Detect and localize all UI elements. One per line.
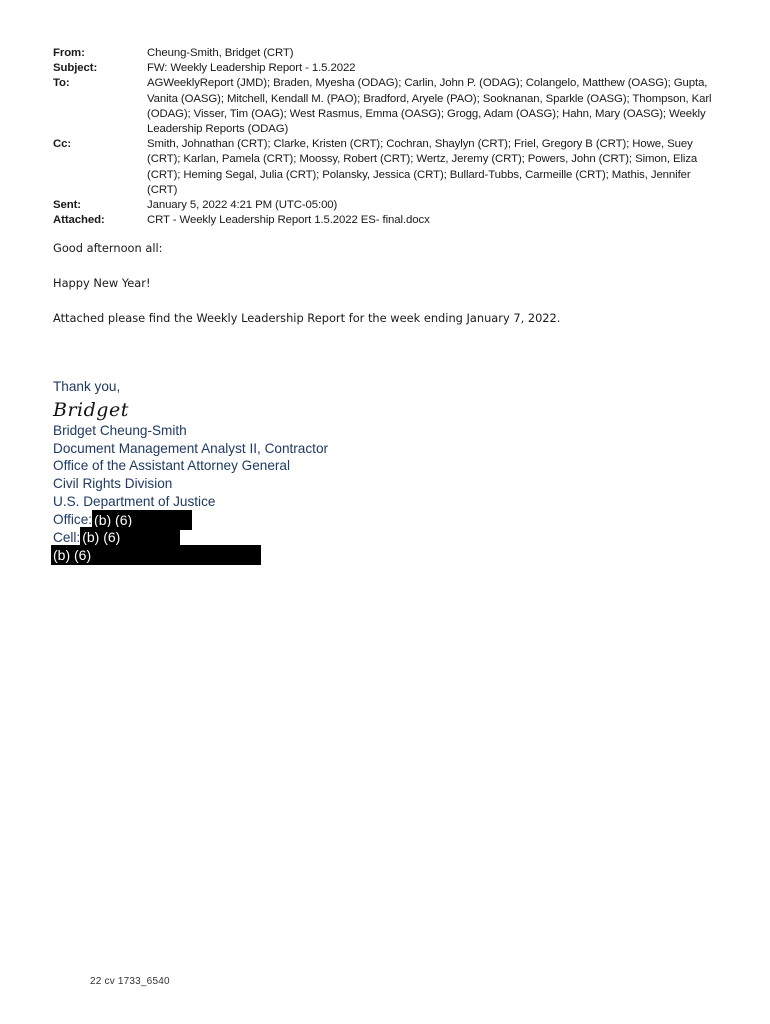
cc-value: Smith, Johnathan (CRT); Clarke, Kristen (CRT); Cochran, Shaylyn (CRT); Friel, Gregory B (CRT); Howe, Suey (CRT); Karlan, Pamela (CRT); Moossy, Robert (CRT); Wertz, Jeremy (CRT); Powers, John (CRT); Simon, Eliza (CRT); Heming Segal, Julia (CRT); Polansky, Jessica (CRT); Bullard-Tubbs, Carmeille (CRT); Mathis, Jennifer (CRT) [147,138,698,196]
new-year-line: Happy New Year! [53,276,151,290]
sender-name: Bridget Cheung-Smith [53,422,187,438]
from-value: Cheung-Smith, Bridget (CRT) [147,47,294,59]
email-row [53,546,473,564]
handwritten-signature: Bridget [53,398,129,421]
redaction-box: (b) (6) [51,545,261,565]
greeting: Good afternoon all: [53,241,163,255]
office-phone-row [53,511,473,529]
attachment-line: Attached please find the Weekly Leadership Report for the week ending January 7, 2022. [53,311,561,325]
sender-division: Civil Rights Division [53,476,173,492]
from-label: From: [53,47,85,59]
cell-phone-label: Cell: [53,529,81,545]
subject-row [53,61,723,76]
cell-phone-row [53,529,473,547]
to-value: AGWeeklyReport (JMD); Braden, Myesha (ODAG); Carlin, John P. (ODAG); Colangelo, Matthew (OASG); Gupta, Vanita (OASG); Mitchell, Kendall M. (PAO); Bradford, Aryele (PAO); Sooknanan, Sparkle (OASG); Thompson, Karl (ODAG); Visser, Tim (OAG); West Rasmus, Emma (OASG); Grogg, Adam (OASG); Hahn, Mary (OASG); Weekly Leadership Reports (ODAG) [147,77,712,136]
attached-row [53,213,723,228]
to-row [53,76,723,137]
signature-block [53,378,473,564]
sent-label: Sent: [53,199,81,212]
to-label: To: [53,77,70,90]
redaction-box: (b) (6) [80,527,180,547]
redaction-box: (b) (6) [92,510,192,530]
sender-department: U.S. Department of Justice [53,493,216,509]
subject-label: Subject: [53,62,98,75]
sender-office: Office of the Assistant Attorney General [53,458,291,474]
office-phone-label: Office: [53,511,93,527]
from-row [53,46,723,61]
attached-label: Attached: [53,214,105,227]
email-header [53,46,723,228]
sent-row [53,198,723,213]
cc-label: Cc: [53,138,72,151]
cc-row [53,137,723,198]
attached-value: CRT - Weekly Leadership Report 1.5.2022 ES- final.docx [147,214,430,227]
sent-value: January 5, 2022 4:21 PM (UTC-05:00) [147,199,338,212]
email-body [53,241,713,346]
subject-value: FW: Weekly Leadership Report - 1.5.2022 [147,62,356,75]
bates-number: 22 cv 1733_6540 [90,976,170,987]
sender-title: Document Management Analyst II, Contractor [53,440,329,456]
sign-off: Thank you, [53,379,121,394]
